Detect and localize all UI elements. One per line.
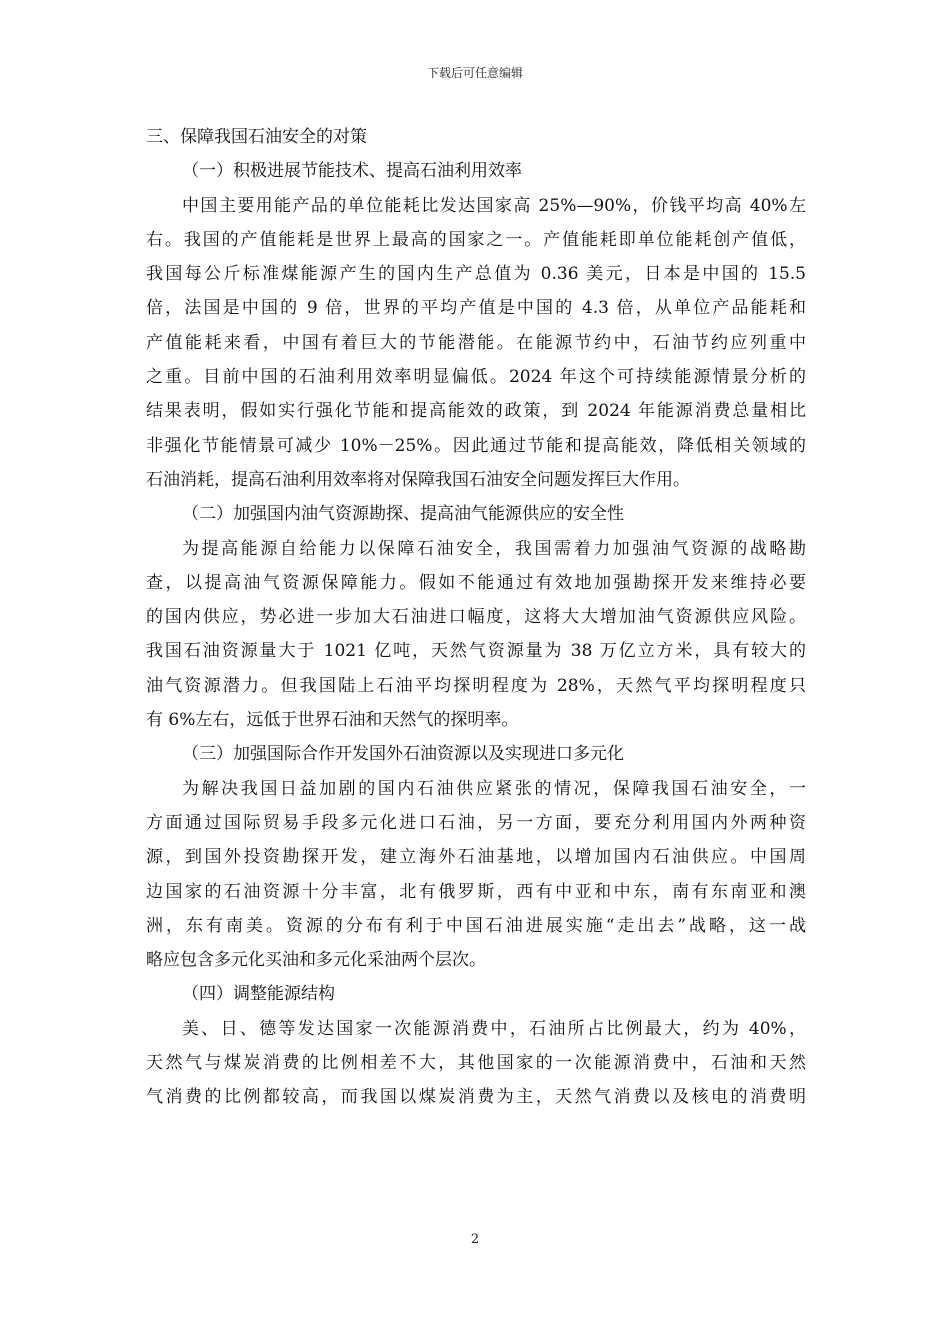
paragraph-line: 非强化节能情景可减少 10%－25%。因此通过节能和提高能效，降低相关领域的 xyxy=(146,435,806,456)
paragraph-first-line: 为提高能源自给能力以保障石油安全，我国需着力加强油气资源的战略勘 xyxy=(182,538,806,559)
subsection-heading: （三）加强国际合作开发国外石油资源以及实现进口多元化 xyxy=(182,744,624,765)
paragraph-line: 油气资源潜力。但我国陆上石油平均探明程度为 28%，天然气平均探明程度只 xyxy=(146,675,806,696)
paragraph-last-line: 石油消耗，提高石油利用效率将对保障我国石油安全问题发挥巨大作用。 xyxy=(146,469,690,490)
paragraph-line: 我国每公斤标准煤能源产生的国内生产总值为 0.36 美元，日本是中国的 15.5 xyxy=(146,264,806,285)
document-body xyxy=(146,120,806,1115)
paragraph-last-line: 有 6%左右，远低于世界石油和天然气的探明率。 xyxy=(146,710,519,731)
paragraph-line: 源，到国外投资勘探开发，建立海外石油基地，以增加国内石油供应。中国周 xyxy=(146,847,806,868)
paragraph-line: 我国石油资源量大于 1021 亿吨，天然气资源量为 38 万亿立方米，具有较大的 xyxy=(146,641,806,662)
page-header: 下载后可任意编辑 xyxy=(426,66,523,80)
section-heading: 三、保障我国石油安全的对策 xyxy=(146,127,367,147)
paragraph-line: 产值能耗来看，中国有着巨大的节能潜能。在能源节约中，石油节约应列重中 xyxy=(146,332,806,353)
paragraph-line: 方面通过国际贸易手段多元化进口石油，另一方面，要充分利用国内外两种资 xyxy=(146,812,806,833)
paragraph-first-line: 中国主要用能产品的单位能耗比发达国家高 25%—90%，价钱平均高 40%左 xyxy=(182,195,806,216)
paragraph-first-line: 为解决我国日益加剧的国内石油供应紧张的情况，保障我国石油安全，一 xyxy=(182,778,806,799)
paragraph-line: 右。我国的产值能耗是世界上最高的国家之一。产值能耗即单位能耗创产值低， xyxy=(146,229,806,250)
paragraph-line: 气消费的比例都较高，而我国以煤炭消费为主，天然气消费以及核电的消费明 xyxy=(146,1087,806,1108)
paragraph-first-line: 美、日、德等发达国家一次能源消费中，石油所占比例最大，约为 40%， xyxy=(182,1018,806,1039)
subsection-heading: （四）调整能源结构 xyxy=(182,984,335,1005)
paragraph-line: 结果表明，假如实行强化节能和提高能效的政策，到 2024 年能源消费总量相比 xyxy=(146,401,806,422)
paragraph-line: 天然气与煤炭消费的比例相差不大，其他国家的一次能源消费中，石油和天然 xyxy=(146,1053,806,1074)
subsection-heading: （二）加强国内油气资源勘探、提高油气能源供应的安全性 xyxy=(182,504,624,525)
paragraph-line: 查，以提高油气资源保障能力。假如不能通过有效地加强勘探开发来维持必要 xyxy=(146,572,806,593)
page-number: 2 xyxy=(470,1232,480,1247)
paragraph-line: 洲，东有南美。资源的分布有利于中国石油进展实施“走出去”战略，这一战 xyxy=(146,915,806,936)
paragraph-line: 之重。目前中国的石油利用效率明显偏低。2024 年这个可持续能源情景分析的 xyxy=(146,367,806,388)
paragraph-line: 边国家的石油资源十分丰富，北有俄罗斯，西有中亚和中东，南有东南亚和澳 xyxy=(146,881,806,902)
paragraph-line: 的国内供应，势必进一步加大石油进口幅度，这将大大增加油气资源供应风险。 xyxy=(146,607,806,628)
paragraph-line: 倍，法国是中国的 9 倍，世界的平均产值是中国的 4.3 倍，从单位产品能耗和 xyxy=(146,298,806,319)
paragraph-last-line: 略应包含多元化买油和多元化采油两个层次。 xyxy=(146,950,486,971)
subsection-heading: （一）积极进展节能技术、提高石油利用效率 xyxy=(182,161,522,182)
